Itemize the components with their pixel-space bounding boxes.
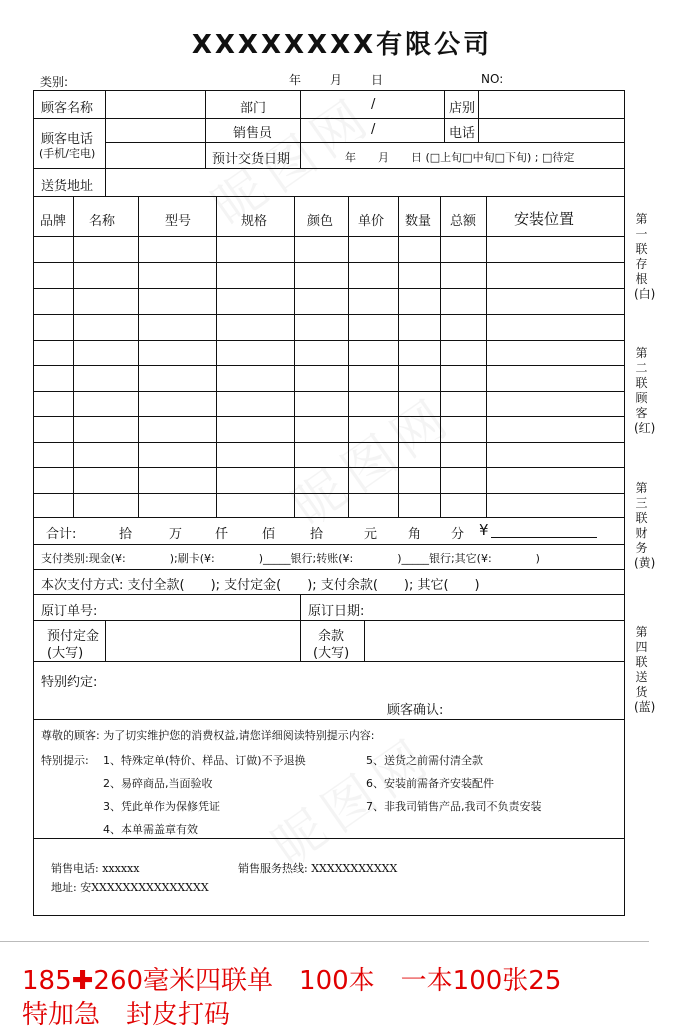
- number-label: NO:: [481, 72, 504, 86]
- store-label: 店别: [449, 101, 476, 116]
- tip-item: 5、送货之前需付清全款: [366, 754, 483, 767]
- col-brand: 品牌: [40, 214, 67, 229]
- currency-symbol: ¥: [479, 521, 489, 539]
- month-label: 月: [330, 73, 343, 87]
- deposit-field[interactable]: [106, 621, 299, 660]
- company-title: XXXXXXXX有限公司: [191, 30, 493, 60]
- balance-field[interactable]: [365, 621, 623, 660]
- department-separator: /: [371, 97, 376, 112]
- footer-address: 地址: 安XXXXXXXXXXXXXXX: [51, 881, 209, 894]
- balance-note: (大写): [313, 646, 350, 661]
- notice-intro: 尊敬的顾客: 为了切实维护您的消费权益,请您详细阅读特别提示内容:: [41, 729, 375, 742]
- payment-method[interactable]: 本次支付方式: 支付全款( ); 支付定金( ); 支付余款( ); 其它( ): [41, 578, 480, 593]
- unit-yuan: 元: [364, 527, 378, 542]
- deposit-note: (大写): [47, 646, 84, 661]
- salesperson-separator: /: [371, 122, 376, 137]
- col-unit-price: 单价: [358, 214, 385, 229]
- col-total: 总额: [450, 214, 477, 229]
- phone-label: 电话: [449, 126, 476, 141]
- copy-label-finance: 第三联财务(黄): [634, 481, 656, 570]
- original-order-no-label: 原订单号:: [41, 604, 98, 619]
- balance-label: 余款: [318, 629, 345, 644]
- print-spec-line2: 特加急 封皮打码: [22, 1000, 231, 1030]
- category-label: 类别:: [40, 75, 69, 89]
- year-label: 年: [289, 73, 302, 87]
- tips-label: 特别提示:: [41, 754, 89, 767]
- tip-item: 4、本单需盖章有效: [103, 823, 198, 836]
- unit-bai: 佰: [262, 527, 276, 542]
- day-label: 日: [371, 73, 384, 87]
- unit-shi-2: 拾: [310, 527, 324, 542]
- tip-item: 3、凭此单作为保修凭证: [103, 800, 220, 813]
- customer-phone-note: (手机/宅电): [39, 147, 96, 160]
- tip-item: 7、非我司销售产品,我司不负责安装: [366, 800, 542, 813]
- department-label: 部门: [240, 101, 267, 116]
- col-install-location: 安装位置: [514, 210, 575, 228]
- customer-name-field[interactable]: [106, 92, 204, 117]
- copy-label-stub: 第一联存根(白): [634, 212, 656, 301]
- customer-confirm-label: 顾客确认:: [387, 703, 444, 718]
- copy-label-customer: 第二联顾客(红): [634, 346, 656, 435]
- col-spec: 规格: [241, 214, 268, 229]
- address-field[interactable]: [106, 170, 623, 195]
- address-label: 送货地址: [41, 179, 94, 194]
- total-label: 合计:: [46, 527, 77, 542]
- delivery-date-label: 预计交货日期: [212, 152, 291, 167]
- unit-qian: 仟: [215, 527, 229, 542]
- payment-categories[interactable]: 支付类别:现金(¥: );刷卡(¥: )_____银行;转账(¥: )_____银行;其它(¥: ): [41, 552, 540, 565]
- col-color: 颜色: [307, 214, 334, 229]
- unit-wan: 万: [169, 527, 183, 542]
- service-hotline: 销售服务热线: XXXXXXXXXXX: [238, 862, 398, 875]
- print-spec-line1: 185✚260毫米四联单 100本 一本100张25: [22, 966, 562, 996]
- salesperson-label: 销售员: [233, 126, 273, 141]
- special-agreement-label: 特别约定:: [41, 675, 98, 690]
- tip-item: 6、安装前需备齐安装配件: [366, 777, 494, 790]
- customer-phone-label: 顾客电话: [41, 132, 94, 147]
- unit-fen: 分: [451, 527, 465, 542]
- unit-shi: 拾: [119, 527, 133, 542]
- deposit-label: 预付定金: [47, 629, 100, 644]
- original-date-label: 原订日期:: [308, 604, 365, 619]
- sales-phone: 销售电话: xxxxxx: [51, 862, 140, 875]
- customer-name-label: 顾客名称: [41, 101, 94, 116]
- tip-item: 2、易碎商品,当面验收: [103, 777, 213, 790]
- col-model: 型号: [165, 214, 192, 229]
- col-quantity: 数量: [405, 214, 432, 229]
- tip-item: 1、特殊定单(特价、样品、订做)不予退换: [103, 754, 306, 767]
- unit-jiao: 角: [408, 527, 422, 542]
- delivery-date-options[interactable]: 年 月 日 (□上旬□中旬□下旬) ; □待定: [345, 151, 575, 164]
- col-name: 名称: [89, 214, 116, 229]
- copy-label-delivery: 第四联送货(蓝): [634, 625, 656, 714]
